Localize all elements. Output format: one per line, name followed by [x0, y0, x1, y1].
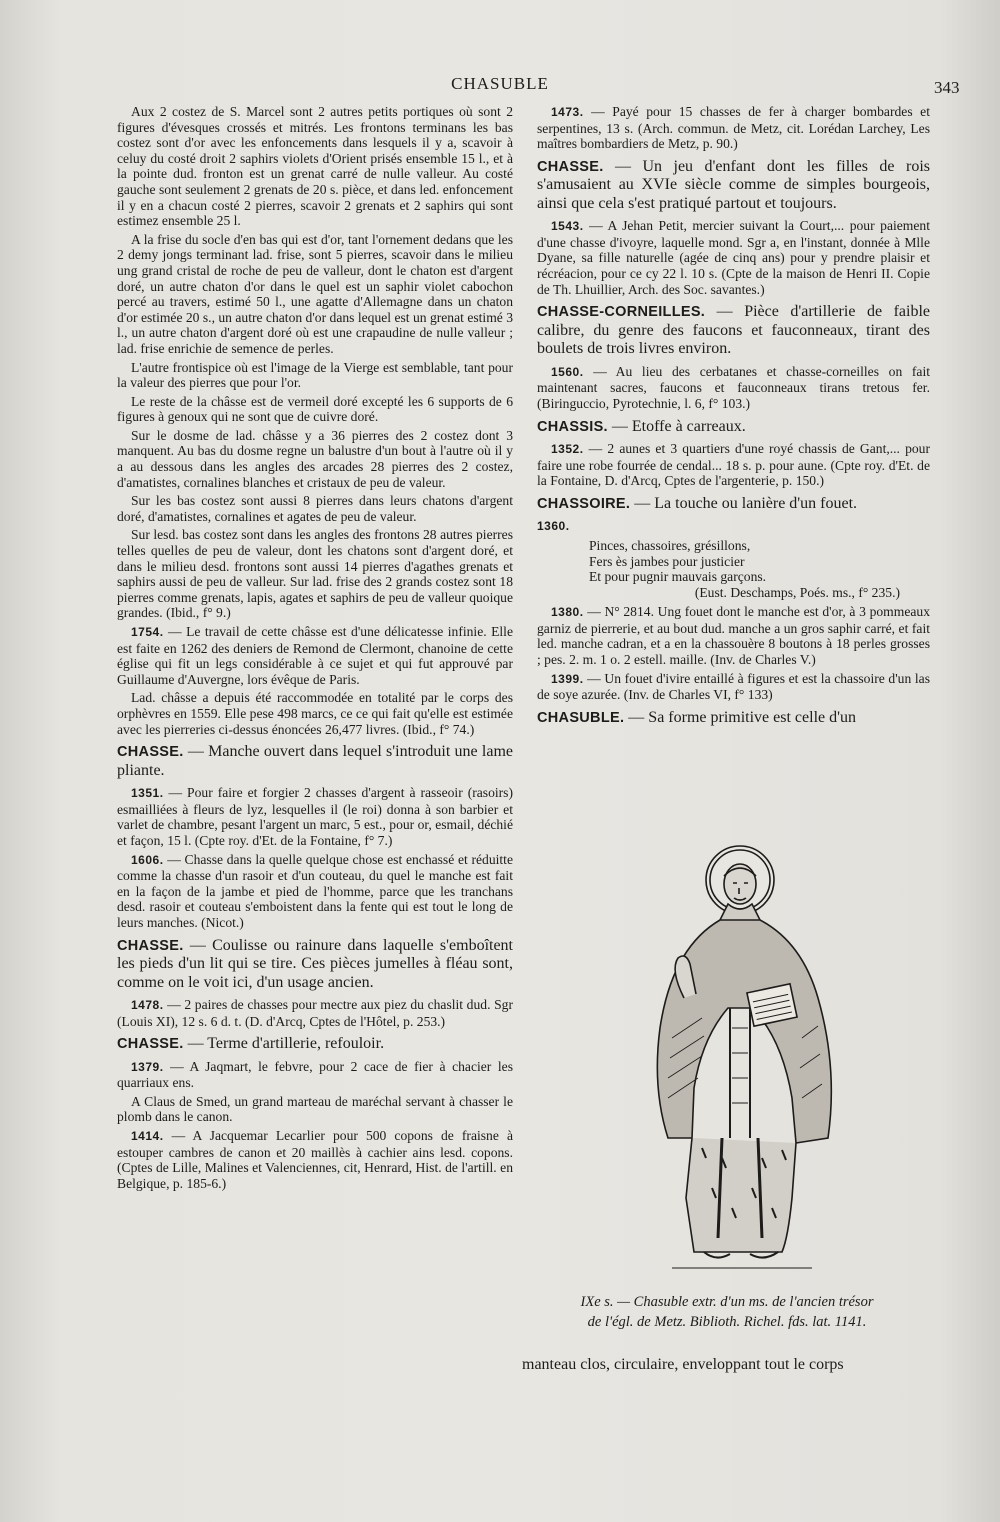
entry-definition: — Pièce d'artillerie de faible calibre, du genre des faucons et fauconneaux, tirant des boulets de trois livres environ.	[537, 303, 931, 358]
entry-date: 1360.	[537, 519, 570, 534]
page-number: 343	[934, 78, 960, 97]
dictionary-entry	[117, 1035, 513, 1054]
continuation-text: manteau clos, circulaire, enveloppant tout le corps	[522, 1356, 844, 1373]
dated-entry	[117, 1128, 513, 1191]
entry-date: 1754.	[131, 625, 164, 639]
entry-date: 1380.	[551, 605, 584, 620]
entry-definition: — Coulisse ou rainure dans laquelle s'emboîtent les pieds d'un lit qui se tire. Ces pièces jumelles à fléau sont, comme on le voit ici, d'un usage ancien.	[117, 936, 514, 991]
verse-entry	[537, 518, 930, 535]
entry-definition: — Etoffe à carreaux.	[611, 417, 746, 435]
entry-date: 1606.	[131, 852, 164, 867]
left-column	[117, 104, 513, 1194]
paragraph: L'autre frontispice où est l'image de la Vierge est semblable, tant pour la valeur des pierres que pour l'or.	[117, 359, 513, 391]
entry-text: — Pour faire et forgier 2 chasses d'argent à rasseoir (rasoirs) esmailliées à fleurs de lyz, lesquelles il (le roi) donna à son barbier et varlet de chambre, pesant l'argent un marc, 5 est., pour or, esmail, déchié et façon, 15 l. (Cpte roy. d'Et. de la Fontaine, f° 7.)	[117, 785, 513, 848]
entry-text: — 2 aunes et 3 quartiers d'une royé chassis de Gant,... pour faire une robe fourrée de cendal... 18 s. p. pour aune. (Cpte roy. d'Et. de la Fontaine, D. d'Arcq, Cptes de l'argenterie, p. 150.)	[537, 441, 930, 489]
paragraph: Lad. châsse a depuis été raccommodée en totalité par le corps des orphèvres en 1559. Elle pese 498 marcs, ce ce qui fait qu'elle est estimée avec les pierreries ci-dessus énoncées 26,477 livres. (Ibid., f° 74.)	[117, 690, 513, 737]
entry-text: — Payé pour 15 chasses de fer à charger bombardes et serpentines, 13 s. (Arch. commun. de Metz, cit. Lorédan Larchey, Les maîtres bombardiers de Metz, p. 90.)	[537, 104, 930, 152]
paragraph: A la frise du socle d'en bas qui est d'or, tant l'ornement dedans que les 2 demy jongs terminant lad. frise, sont 5 pierres, scavoir dans le milieu ung grand cristal de roche de peu de valleur, dont le chaton est d'argent doré, un autre chaton d'or dans le quel est un saphir violet cabochon percé au travers, estimé 50 l., une agatte d'Allemagne dans un chaton d'or estimée 20 s., un autre chaton d'or dans lequel est un grenat estimé 3 l., un autre chaton d'argent doré où est une crapaudine de nulle valleur ; lad. frise enrichie de semence de perles.	[117, 231, 513, 356]
dictionary-entry	[117, 743, 513, 780]
dated-entry	[537, 364, 930, 412]
entry-definition: — Manche ouvert dans lequel s'introduit une lame pliante.	[117, 743, 513, 779]
paragraph: Sur lesd. bas costez sont dans les angles des frontons 28 autres pierres telles quelles de peu de valeur, dont les chatons sont d'argent doré, et dans le milieu desd. frontons sont aussi 14 pierres d'agathes grenats et saphirs aussi de peu de valleur. Sur lad. frise des 2 grands costez sont 18 pierres comme grenats, lapis, agates et saphirs de peu de valleur quoique grandes. (Ibid., f° 9.)	[117, 527, 513, 621]
entry-headword: CHASSIS.	[537, 418, 608, 435]
caption-line: de l'égl. de Metz. Biblioth. Richel. fds. lat. 1141.	[587, 1314, 867, 1330]
right-column	[537, 104, 930, 732]
entry-headword: CHASUBLE.	[537, 709, 625, 726]
paragraph: Sur le dosme de lad. châsse y a 36 pierres des 2 costez dont 3 manquent. Au bas du dosme regne un balustre d'un bout à l'autre où il y a au dessous dans les angles des arcades 28 pierres des 2 costez, d'amatistes, cornalines blanches et cristaux de peu de valeur.	[117, 427, 513, 490]
entry-headword: CHASSE.	[117, 744, 184, 761]
dated-entry	[537, 218, 930, 297]
entry-date: 1399.	[551, 671, 584, 686]
figure-caption	[527, 1292, 927, 1332]
entry-date: 1473.	[551, 105, 584, 119]
entry-date: 1352.	[551, 442, 584, 457]
verse-line: Pinces, chassoires, grésillons,	[589, 537, 751, 553]
entry-definition: — La touche ou lanière d'un fouet.	[634, 494, 858, 512]
dictionary-entry	[537, 158, 930, 214]
dictionary-entry	[537, 418, 930, 437]
dated-entry	[117, 1059, 513, 1091]
entry-headword: CHASSOIRE.	[537, 495, 631, 512]
paragraph: Sur les bas costez sont aussi 8 pierres dans leurs chatons d'argent doré, d'amatistes, cornalines et agates de peu de valeur.	[117, 493, 513, 524]
entry-headword: CHASSE.	[117, 937, 184, 954]
dated-entry	[117, 997, 513, 1029]
entry-headword: CHASSE.	[117, 1036, 184, 1053]
entry-text: — A Jaqmart, le febvre, pour 2 cace de fier à chacier les quarriaux ens.	[117, 1058, 513, 1091]
dictionary-entry	[117, 937, 513, 993]
entry-headword: CHASSE.	[537, 158, 604, 175]
dated-entry	[117, 624, 513, 687]
saint-in-chasuble-engraving-icon	[632, 838, 852, 1278]
paragraph: Le reste de la châsse est de vermeil doré excepté les 6 supports de 6 figures à genoux qui ne sont que de cuivre doré.	[117, 393, 513, 425]
entry-text: — Un fouet d'ivire entaillé à figures et est la chassoire d'un las de soye azurée. (Inv. de Charles VI, f° 133)	[537, 670, 931, 703]
entry-text: — Le travail de cette châsse est d'une délicatesse infinie. Elle est faite en 1262 des deniers de Remond de Clermont, chanoine de cette église qui fit un legs considérable à ce sujet et qui fut approuvé par Guillaume d'Auvergne, lors évêque de Paris.	[117, 624, 513, 687]
verse-line: Fers ès jambes pour justicier	[589, 553, 745, 569]
paragraph: A Claus de Smed, un grand marteau de maréchal servant à chasser le plomb dans le canon.	[117, 1093, 513, 1125]
entry-date: 1414.	[131, 1129, 164, 1144]
entry-text: — Au lieu des cerbatanes et chasse-corneilles on fait maintenant sacres, faucons et fauconneaux tirans tretous fer. (Biringuccio, Pyrotechnie, l. 6, f° 103.)	[537, 363, 931, 411]
entry-definition: — Sa forme primitive est celle d'un	[628, 708, 857, 726]
entry-definition: — Terme d'artillerie, refouloir.	[187, 1035, 385, 1053]
entry-definition: — Un jeu d'enfant dont les filles de rois s'amusaient au XVIe siècle comme de simples bourgeois, ainsi que cela s'est pratiqué partout et toujours.	[537, 157, 930, 212]
entry-text: — Chasse dans la quelle quelque chose est enchassé et réduitte comme la chasse d'un rasoir et d'un couteau, du quel le manche est fait en la façon de la jambe et pied de l'homme, parce que les tranchans desd. rasoir et couteau s'emboistent dans la fente qui est tout le long de leurs manches. (Nicot.)	[117, 851, 513, 930]
verse-source: (Eust. Deschamps, Poés. ms., f° 235.)	[694, 584, 900, 600]
verse-line: Et pour pugnir mauvais garçons.	[589, 569, 767, 585]
entry-date: 1478.	[131, 998, 164, 1012]
entry-text: — N° 2814. Ung fouet dont le manche est d'or, à 3 pommeaux garniz de pierrerie, et au bout dud. manche a un gros saphir carré, et fait led. manche cadran, et a en la chassouère 8 boutons à 18 perles grosses ; pes. 2. m. 1 o. 2 estell. maille. (Inv. de Charles V.)	[537, 604, 930, 668]
entry-date: 1560.	[551, 364, 584, 379]
dated-entry	[537, 441, 930, 489]
entry-date: 1543.	[551, 219, 584, 234]
caption-line: IXe s. — Chasuble extr. d'un ms. de l'ancien trésor	[580, 1294, 874, 1310]
dated-entry	[117, 785, 513, 848]
running-head: CHASUBLE	[451, 74, 549, 93]
dictionary-entry	[537, 709, 930, 728]
entry-headword: CHASSE-CORNEILLES.	[537, 304, 706, 321]
dictionary-entry	[537, 495, 930, 514]
dated-entry	[537, 104, 930, 152]
entry-date: 1351.	[131, 786, 164, 801]
paragraph: Aux 2 costez de S. Marcel sont 2 autres petits portiques où sont 2 figures d'évesques crossés et mitrés. Les frontons terminans les bas costez sont d'or avec les enfoncements dans lesquels il y a, scavoir à celuy du costé droit 2 saphirs violets d'Orient prisés ensemble 15 l., et à la pointe dud. fronton est un grenat carré de nulle valleur. Au costé gauche sont seulement 2 grenats de 20 s. pièce, et dans led. enfoncement il y en a chacun costé 2 pierres, scavoir 2 grenats et 2 saphirs qui sont estimez ensemble 25 l.	[117, 104, 513, 229]
entry-text: — A Jehan Petit, mercier suivant la Court,... pour paiement d'une chasse d'ivoyre, laquelle mond. Sgr a, en l'instant, donnée à Mlle Dyane, sa fille naturelle (agée de cinq ans) pour y prendre plaisir et récréacion, pour ce cy 22 l. 10 s. (Cpte de la maison de Henri II. Copie de Th. Lhuillier, Arch. des Soc. savantes.)	[537, 218, 930, 297]
dated-entry	[117, 852, 513, 931]
dated-entry	[537, 604, 930, 667]
entry-date: 1379.	[131, 1059, 164, 1074]
entry-text: — A Jacquemar Lecarlier pour 500 copons de fraisne à estouper cambres de canon et 20 maillès à cachier ains lesd. copons. (Cptes de Lille, Malines et Valenciennes, cit, Henrard, Hist. de l'artill. en Belgique, p. 185-6.)	[117, 1128, 513, 1191]
dictionary-entry	[537, 303, 930, 359]
dated-entry	[537, 671, 930, 703]
entry-text: — 2 paires de chasses pour mectre aux piez du chaslit dud. Sgr (Louis XI), 12 s. 6 d. t. (D. d'Arcq, Cptes de l'Hôtel, p. 253.)	[117, 997, 513, 1029]
